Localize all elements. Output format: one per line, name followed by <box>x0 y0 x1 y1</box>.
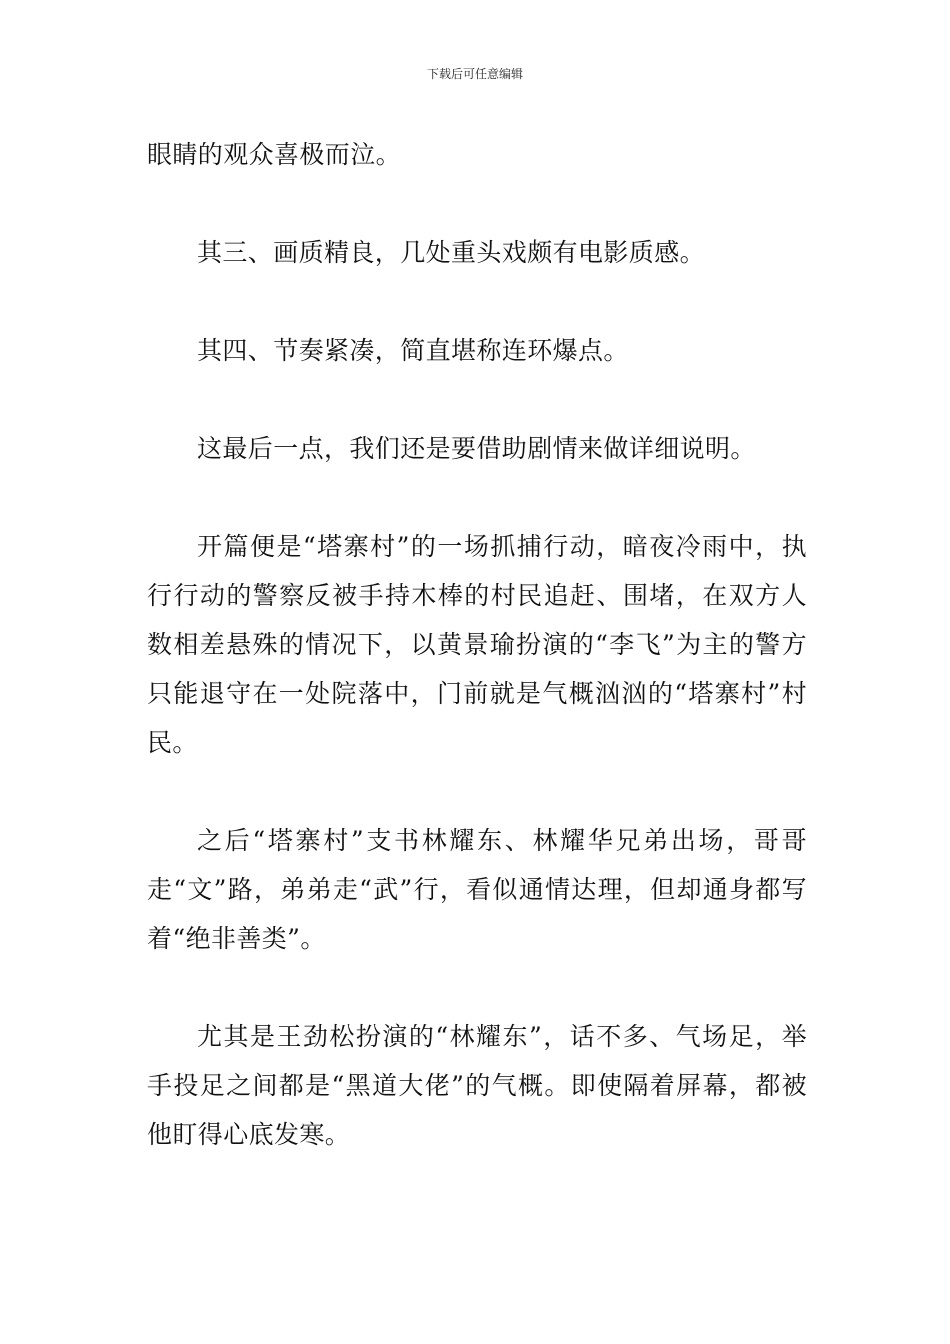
paragraph-brothers: 之后“塔寨村”支书林耀东、林耀华兄弟出场，哥哥走“文”路，弟弟走“武”行，看似通情达理，但却通身都写着“绝非善类”。 <box>147 826 807 953</box>
paragraph-continuation: 眼睛的观众喜极而泣。 <box>147 140 402 169</box>
paragraph-point-three: 其三、画质精良，几处重头戏颇有电影质感。 <box>197 238 706 267</box>
document-body <box>147 130 807 1159</box>
paragraph-point-four: 其四、节奏紧凑，简直堪称连环爆点。 <box>197 336 629 365</box>
paragraph-lin-yaodong: 尤其是王劲松扮演的“林耀东”，话不多、气场足，举手投足之间都是“黑道大佬”的气概。即使隔着屏幕，都被他盯得心底发寒。 <box>147 1022 807 1149</box>
paragraph-intro-plot: 这最后一点，我们还是要借助剧情来做详细说明。 <box>197 434 756 463</box>
paragraph-opening-scene: 开篇便是“塔寨村”的一场抓捕行动，暗夜冷雨中，执行行动的警察反被手持木棒的村民追赶、围堵，在双方人数相差悬殊的情况下，以黄景瑜扮演的“李飞”为主的警方只能退守在一处院落中，门前就是气概汹汹的“塔寨村”村民。 <box>147 532 807 757</box>
page-header-note: 下载后可任意编辑 <box>426 67 523 81</box>
